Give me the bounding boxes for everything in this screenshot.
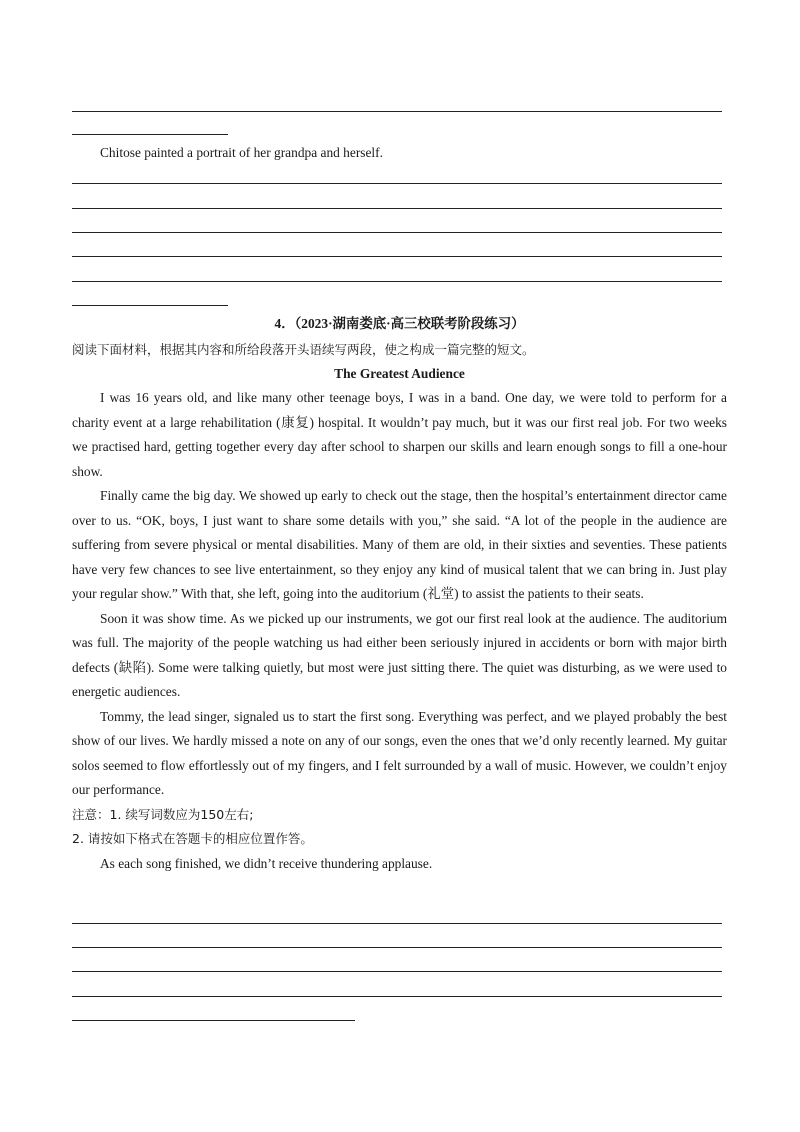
question-number-source: 4．（2023·湖南娄底·高三校联考阶段练习） <box>274 316 525 331</box>
answer-line <box>72 971 722 972</box>
passage-paragraph: Finally came the big day. We showed up early to check out the stage, then the hospital’s entertainment director came over to us. “OK, boys, I just want to share some details with you,” she said. “A lot of the people in the audience are suffering from severe physical or mental disabilities. Many of them are old, in their sixties and seventies. These patients have very few chances to see live entertainment, so they enjoy any kind of musical talent that we can bring in. Just play your regular show.” With that, she left, going into the auditorium (礼堂) to assist the patients to their seats. <box>72 488 727 601</box>
passage-paragraph: Soon it was show time. As we picked up our instruments, we got our first real look at the audience. The auditorium was full. The majority of the people watching us had either been seriously injured in accidents or born with major birth defects (缺陷). Some were talking quietly, but most were just sitting there. The quiet was disturbing, as we were used to energetic audiences. <box>72 610 727 699</box>
answer-line <box>72 996 722 997</box>
answer-line-short <box>72 1020 355 1021</box>
passage-paragraph: Tommy, the lead singer, signaled us to start the first song. Everything was perfect, and we played probably the best show of our lives. We hardly missed a note on any of our songs, even the ones that we’d only recently learned. My guitar solos seemed to flow effortlessly out of my fingers, and I felt surrounded by a wall of music. However, we couldn’t enjoy our performance. <box>72 708 727 797</box>
answer-line-short <box>72 134 228 135</box>
answer-line <box>72 281 722 282</box>
answer-line <box>72 183 722 184</box>
passage-paragraph: I was 16 years old, and like many other teenage boys, I was in a band. One day, we were told to perform for a charity event at a large rehabilitation (康复) hospital. It wouldn’t pay much, but it was our first real job. For two weeks we practised hard, getting together every day after school to sharpen our skills and learn enough songs to fill a one-hour show. <box>72 390 727 479</box>
paragraph-prompt: Chitose painted a portrait of her grandpa and herself. <box>100 145 383 160</box>
answer-line <box>72 256 722 257</box>
answer-line-short <box>72 305 228 306</box>
continuation-prompt: As each song finished, we didn’t receive thundering applause. <box>100 855 433 871</box>
answer-line <box>72 208 722 209</box>
note-format: 2. 请按如下格式在答题卡的相应位置作答。 <box>72 831 313 846</box>
passage-title: The Greatest Audience <box>334 366 465 381</box>
passage <box>72 386 727 876</box>
note-word-count: 注意：1. 续写词数应为150左右; <box>72 806 254 822</box>
answer-line <box>72 923 722 924</box>
answer-line <box>72 232 722 233</box>
answer-line <box>72 111 722 112</box>
answer-line <box>72 947 722 948</box>
question-instruction: 阅读下面材料，根据其内容和所给段落开头语续写两段，使之构成一篇完整的短文。 <box>72 342 535 357</box>
